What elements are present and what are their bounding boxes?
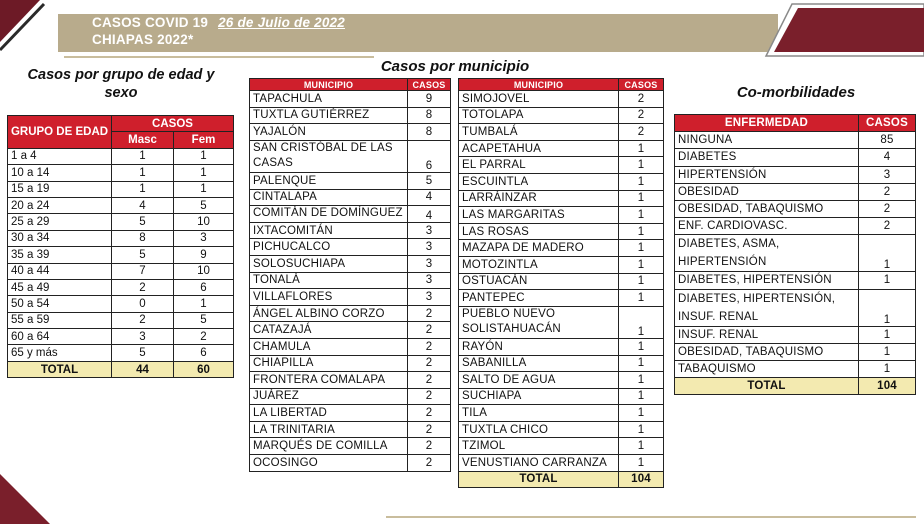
municipality-row — [459, 290, 664, 307]
municipality-name-cell: RAYÓN — [459, 338, 619, 355]
municipality-row — [459, 455, 664, 472]
disease-cell: OBESIDAD, TABAQUISMO — [675, 200, 859, 217]
municipality-table-left — [249, 78, 451, 472]
age-group-cell: 40 a 44 — [8, 263, 112, 279]
municipality-row — [459, 124, 664, 141]
comorbidity-row — [675, 166, 916, 183]
age-section-title: Casos por grupo de edad y sexo — [27, 67, 215, 101]
municipality-cases-cell: 2 — [408, 438, 451, 455]
male-cases-cell: 1 — [112, 181, 174, 197]
municipality-cases-cell: 1 — [619, 405, 664, 422]
municipality-name-cell: CINTALAPA — [250, 189, 408, 206]
age-total-label: TOTAL — [8, 361, 112, 377]
disease-cases-cell: 1 — [859, 289, 916, 326]
age-row — [8, 279, 234, 295]
municipality-cases-cell: 1 — [619, 207, 664, 224]
municipality-row — [459, 207, 664, 224]
municipality-name-cell: LA LIBERTAD — [250, 405, 408, 422]
municipality-row — [250, 355, 451, 372]
header-date: 26 de Julio de 2022 — [218, 15, 345, 30]
municipality-cases-cell: 5 — [408, 172, 451, 189]
municipality-cases-cell: 1 — [619, 338, 664, 355]
age-group-cell: 50 a 54 — [8, 296, 112, 312]
municipality-cases-cell: 2 — [408, 388, 451, 405]
female-cases-cell: 2 — [174, 329, 234, 345]
age-group-cell: 30 a 34 — [8, 230, 112, 246]
municipality-row — [459, 190, 664, 207]
age-group-cell: 25 a 29 — [8, 214, 112, 230]
municipality-cases-cell: 6 — [408, 140, 451, 172]
municipality-name-cell: PANTEPEC — [459, 290, 619, 307]
divider-line-bottom — [386, 516, 916, 518]
disease-cell: OBESIDAD — [675, 183, 859, 200]
municipality-row — [250, 405, 451, 422]
municipality-name-cell: EL PARRAL — [459, 157, 619, 174]
age-cases-header: CASOS — [112, 116, 234, 132]
municipality-row — [459, 273, 664, 290]
comorbidity-total-value: 104 — [859, 378, 916, 395]
municipality-cases-cell: 2 — [408, 421, 451, 438]
municipality-name-cell: CHAMULA — [250, 338, 408, 355]
female-cases-cell: 3 — [174, 230, 234, 246]
municipality-row — [459, 338, 664, 355]
comorbidity-row — [675, 235, 916, 272]
municipality-row — [250, 91, 451, 108]
age-row — [8, 148, 234, 164]
municipality-name-cell: TONALÁ — [250, 272, 408, 289]
municipality-name-cell: TUXTLA GUTIÉRREZ — [250, 107, 408, 124]
header-subtitle: CHIAPAS 2022* — [92, 32, 194, 47]
municipality-row — [459, 223, 664, 240]
disease-cell: TABAQUISMO — [675, 360, 859, 377]
municipality-row — [459, 355, 664, 372]
municipality-cases-cell: 1 — [619, 421, 664, 438]
municipality-row — [250, 438, 451, 455]
age-group-header: GRUPO DE EDAD — [8, 116, 112, 149]
comorbidity-row — [675, 132, 916, 149]
municipality-cases-cell: 1 — [619, 455, 664, 472]
municipality-name-cell: TILA — [459, 405, 619, 422]
age-total-row — [8, 361, 234, 377]
disease-cell: OBESIDAD, TABAQUISMO — [675, 343, 859, 360]
female-cases-cell: 1 — [174, 181, 234, 197]
municipality-row — [459, 372, 664, 389]
female-cases-cell: 1 — [174, 296, 234, 312]
municipality-cases-cell: 1 — [619, 240, 664, 257]
municipality-cases-cell: 2 — [408, 405, 451, 422]
municipality-cases-cell: 2 — [408, 322, 451, 339]
comorbidity-row — [675, 218, 916, 235]
municipality-cases-cell: 2 — [408, 338, 451, 355]
municipality-row — [459, 405, 664, 422]
municipality-cases-cell: 2 — [408, 455, 451, 472]
age-row — [8, 312, 234, 328]
age-row — [8, 296, 234, 312]
male-header: Masc — [112, 132, 174, 148]
disease-cases-cell: 1 — [859, 272, 916, 289]
male-cases-cell: 0 — [112, 296, 174, 312]
male-cases-cell: 3 — [112, 329, 174, 345]
municipality-cases-cell: 3 — [408, 222, 451, 239]
female-cases-cell: 6 — [174, 345, 234, 361]
male-cases-cell: 1 — [112, 148, 174, 164]
municipality-cases-cell: 4 — [408, 189, 451, 206]
comorbidity-row — [675, 360, 916, 377]
age-row — [8, 214, 234, 230]
age-group-cell: 65 y más — [8, 345, 112, 361]
disease-cases-cell: 1 — [859, 326, 916, 343]
age-group-cell: 60 a 64 — [8, 329, 112, 345]
municipality-name-cell: PICHUCALCO — [250, 239, 408, 256]
corner-decoration-top-right — [764, 2, 924, 58]
corner-decoration-bottom-left — [0, 454, 70, 524]
municipality-name-cell: COMITÁN DE DOMÍNGUEZ — [250, 206, 408, 223]
municipality-cases-cell: 1 — [619, 223, 664, 240]
male-cases-cell: 4 — [112, 197, 174, 213]
municipality-name-cell: TZIMOL — [459, 438, 619, 455]
municipality-cases-cell: 8 — [408, 107, 451, 124]
municipality-cases-cell: 3 — [408, 255, 451, 272]
male-cases-cell: 2 — [112, 279, 174, 295]
disease-cell: DIABETES, ASMA, HIPERTENSIÓN — [675, 235, 859, 272]
municipality-name-cell: CHIAPILLA — [250, 355, 408, 372]
municipality-name-cell: PUEBLO NUEVO SOLISTAHUACÁN — [459, 306, 619, 338]
disease-cell: INSUF. RENAL — [675, 326, 859, 343]
municipality-row — [250, 172, 451, 189]
municipality-cases-cell: 2 — [408, 305, 451, 322]
comorbidity-total-label: TOTAL — [675, 378, 859, 395]
comorbidity-row — [675, 149, 916, 166]
municipality-row — [459, 388, 664, 405]
disease-cases-cell: 2 — [859, 183, 916, 200]
municipality-row — [459, 256, 664, 273]
female-header: Fem — [174, 132, 234, 148]
disease-cell: DIABETES — [675, 149, 859, 166]
female-cases-cell: 6 — [174, 279, 234, 295]
municipality-name-cell: LARRÁINZAR — [459, 190, 619, 207]
municipality-cases-cell: 1 — [619, 173, 664, 190]
municipality-name-cell: SOLOSUCHIAPA — [250, 255, 408, 272]
casos-header-right: CASOS — [619, 79, 664, 91]
municipality-row — [250, 239, 451, 256]
municipality-name-cell: PALENQUE — [250, 172, 408, 189]
disease-cell: DIABETES, HIPERTENSIÓN — [675, 272, 859, 289]
municipality-row — [459, 421, 664, 438]
municipality-name-cell: SAN CRISTÓBAL DE LAS CASAS — [250, 140, 408, 172]
age-row — [8, 165, 234, 181]
municipality-row — [250, 206, 451, 223]
municipality-cases-cell: 2 — [408, 372, 451, 389]
municipality-row — [459, 107, 664, 124]
divider-line-top — [64, 56, 374, 58]
age-group-cell: 20 a 24 — [8, 197, 112, 213]
municipality-name-cell: TUMBALÁ — [459, 124, 619, 141]
comorbidity-row — [675, 200, 916, 217]
municipality-cases-cell: 3 — [408, 289, 451, 306]
corner-decoration-top-left — [0, 0, 60, 60]
male-cases-cell: 1 — [112, 165, 174, 181]
municipality-row — [250, 222, 451, 239]
municipality-cases-cell: 3 — [408, 272, 451, 289]
comorbidity-section-title: Co-morbilidades — [736, 84, 856, 101]
age-row — [8, 329, 234, 345]
male-cases-cell: 5 — [112, 345, 174, 361]
municipal-total-label: TOTAL — [459, 471, 619, 488]
male-cases-cell: 2 — [112, 312, 174, 328]
municipio-header-right: MUNICIPIO — [459, 79, 619, 91]
municipality-name-cell: TOTOLAPA — [459, 107, 619, 124]
comorbidity-row — [675, 326, 916, 343]
disease-cases-cell: 1 — [859, 343, 916, 360]
municipality-cases-cell: 9 — [408, 91, 451, 108]
age-row — [8, 345, 234, 361]
municipality-row — [250, 455, 451, 472]
disease-cases-cell: 1 — [859, 235, 916, 272]
municipal-section-title: Casos por municipio — [380, 58, 530, 75]
municipality-cases-cell: 1 — [619, 140, 664, 157]
age-row — [8, 197, 234, 213]
age-group-cell: 35 a 39 — [8, 247, 112, 263]
age-sex-table — [7, 115, 234, 378]
municipality-row — [250, 305, 451, 322]
municipality-row — [250, 322, 451, 339]
municipality-row — [459, 240, 664, 257]
female-cases-cell: 10 — [174, 214, 234, 230]
municipality-row — [250, 189, 451, 206]
municipality-name-cell: FRONTERA COMALAPA — [250, 372, 408, 389]
municipality-name-cell: SIMOJOVEL — [459, 91, 619, 108]
municipality-row — [250, 140, 451, 172]
comorbidity-table — [674, 114, 916, 395]
male-cases-cell: 7 — [112, 263, 174, 279]
disease-cases-cell: 2 — [859, 218, 916, 235]
municipality-cases-cell: 1 — [619, 438, 664, 455]
municipality-row — [250, 255, 451, 272]
age-total-male: 44 — [112, 361, 174, 377]
female-cases-cell: 1 — [174, 165, 234, 181]
disease-cases-cell: 3 — [859, 166, 916, 183]
municipality-name-cell: VILLAFLORES — [250, 289, 408, 306]
municipality-cases-cell: 1 — [619, 306, 664, 338]
municipality-row — [459, 140, 664, 157]
municipality-cases-cell: 1 — [619, 157, 664, 174]
male-cases-cell: 8 — [112, 230, 174, 246]
municipality-cases-cell: 2 — [619, 107, 664, 124]
municipality-cases-cell: 2 — [619, 91, 664, 108]
municipality-name-cell: SALTO DE AGUA — [459, 372, 619, 389]
municipio-header-left: MUNICIPIO — [250, 79, 408, 91]
municipality-cases-cell: 1 — [619, 372, 664, 389]
municipality-cases-cell: 1 — [619, 388, 664, 405]
municipality-name-cell: SUCHIAPA — [459, 388, 619, 405]
municipality-row — [459, 173, 664, 190]
comorbidity-row — [675, 343, 916, 360]
municipality-row — [250, 289, 451, 306]
age-total-female: 60 — [174, 361, 234, 377]
disease-cell: HIPERTENSIÓN — [675, 166, 859, 183]
comorbidity-row — [675, 272, 916, 289]
municipality-name-cell: TUXTLA CHICO — [459, 421, 619, 438]
male-cases-cell: 5 — [112, 247, 174, 263]
municipality-row — [459, 157, 664, 174]
municipality-name-cell: MAZAPA DE MADERO — [459, 240, 619, 257]
municipality-cases-cell: 4 — [408, 206, 451, 223]
municipality-cases-cell: 1 — [619, 273, 664, 290]
municipality-row — [250, 372, 451, 389]
municipality-name-cell: ESCUINTLA — [459, 173, 619, 190]
municipality-name-cell: LAS ROSAS — [459, 223, 619, 240]
municipality-name-cell: MOTOZINTLA — [459, 256, 619, 273]
disease-cell: DIABETES, HIPERTENSIÓN, INSUF. RENAL — [675, 289, 859, 326]
age-group-cell: 10 a 14 — [8, 165, 112, 181]
municipality-row — [250, 421, 451, 438]
female-cases-cell: 5 — [174, 197, 234, 213]
female-cases-cell: 5 — [174, 312, 234, 328]
municipality-cases-cell: 2 — [408, 355, 451, 372]
municipality-cases-cell: 3 — [408, 239, 451, 256]
disease-cases-cell: 85 — [859, 132, 916, 149]
age-group-cell: 45 a 49 — [8, 279, 112, 295]
municipality-name-cell: OSTUACÁN — [459, 273, 619, 290]
municipality-name-cell: IXTACOMITÁN — [250, 222, 408, 239]
com-cases-header: CASOS — [859, 115, 916, 132]
age-group-cell: 15 a 19 — [8, 181, 112, 197]
municipality-name-cell: CATAZAJÁ — [250, 322, 408, 339]
municipality-row — [250, 388, 451, 405]
municipality-name-cell: YAJALÓN — [250, 124, 408, 141]
municipality-row — [459, 306, 664, 338]
age-row — [8, 263, 234, 279]
municipality-name-cell: OCOSINGO — [250, 455, 408, 472]
municipality-name-cell: VENUSTIANO CARRANZA — [459, 455, 619, 472]
disease-cell: NINGUNA — [675, 132, 859, 149]
municipality-cases-cell: 1 — [619, 256, 664, 273]
municipality-name-cell: LAS MARGARITAS — [459, 207, 619, 224]
disease-cell: ENF. CARDIOVASC. — [675, 218, 859, 235]
male-cases-cell: 5 — [112, 214, 174, 230]
municipality-cases-cell: 8 — [408, 124, 451, 141]
municipality-row — [250, 338, 451, 355]
municipality-row — [250, 124, 451, 141]
age-row — [8, 247, 234, 263]
municipality-row — [250, 272, 451, 289]
municipal-total-row — [459, 471, 664, 488]
age-row — [8, 181, 234, 197]
municipality-row — [250, 107, 451, 124]
casos-header-left: CASOS — [408, 79, 451, 91]
age-group-cell: 55 a 59 — [8, 312, 112, 328]
municipality-cases-cell: 1 — [619, 355, 664, 372]
municipality-name-cell: LA TRINITARIA — [250, 421, 408, 438]
female-cases-cell: 1 — [174, 148, 234, 164]
municipality-cases-cell: 2 — [619, 124, 664, 141]
municipality-cases-cell: 1 — [619, 290, 664, 307]
municipality-table-right — [458, 78, 664, 488]
municipality-row — [459, 438, 664, 455]
municipality-name-cell: ÁNGEL ALBINO CORZO — [250, 305, 408, 322]
municipality-name-cell: MARQUÉS DE COMILLA — [250, 438, 408, 455]
disease-cases-cell: 4 — [859, 149, 916, 166]
female-cases-cell: 10 — [174, 263, 234, 279]
disease-cases-cell: 1 — [859, 360, 916, 377]
disease-header: ENFERMEDAD — [675, 115, 859, 132]
municipality-name-cell: ACAPETAHUA — [459, 140, 619, 157]
municipal-total-value: 104 — [619, 471, 664, 488]
header-title: CASOS COVID 19 — [92, 15, 209, 30]
age-group-cell: 1 a 4 — [8, 148, 112, 164]
age-row — [8, 230, 234, 246]
municipality-name-cell: TAPACHULA — [250, 91, 408, 108]
comorbidity-total-row — [675, 378, 916, 395]
female-cases-cell: 9 — [174, 247, 234, 263]
municipality-row — [459, 91, 664, 108]
municipality-name-cell: JUÁREZ — [250, 388, 408, 405]
comorbidity-row — [675, 183, 916, 200]
disease-cases-cell: 2 — [859, 200, 916, 217]
municipality-name-cell: SABANILLA — [459, 355, 619, 372]
municipality-cases-cell: 1 — [619, 190, 664, 207]
comorbidity-row — [675, 289, 916, 326]
header-text — [92, 14, 345, 48]
